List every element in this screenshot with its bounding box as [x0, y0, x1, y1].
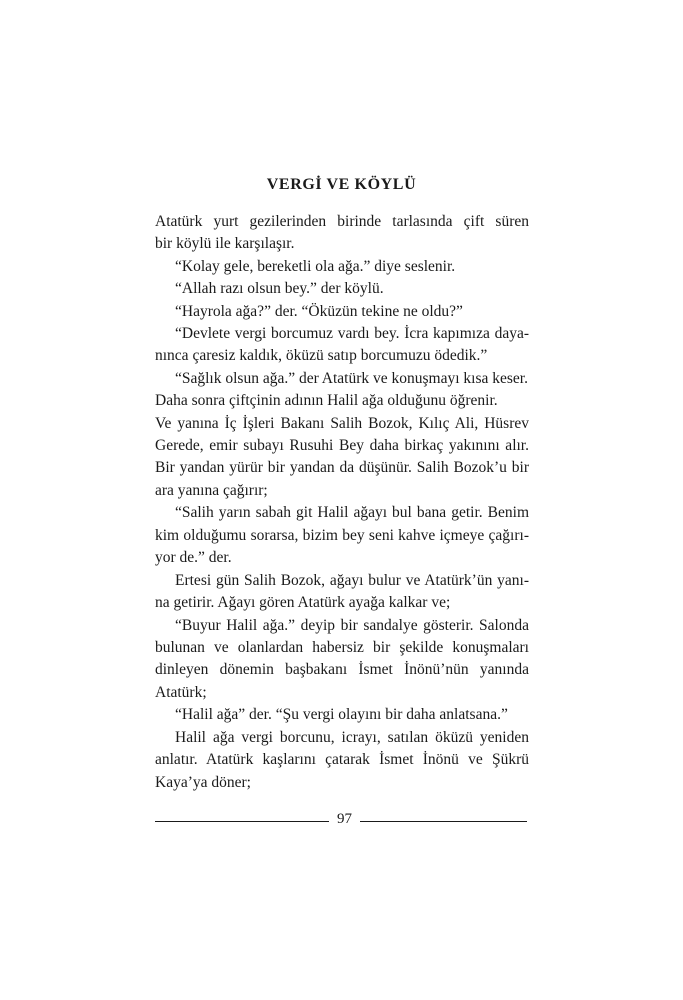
text-line: Ertesi gün Salih Bozok, ağayı bulur ve Atatürk’ün yanı- [175, 572, 529, 589]
text-line: “Sağlık olsun ağa.” der Atatürk ve konuşmayı kısa keser. [175, 370, 528, 387]
chapter-title: VERGİ VE KÖYLÜ [266, 176, 417, 193]
text-line: Atatürk yurt gezilerinden birinde tarlasında çift süren [155, 213, 529, 230]
footer-rule-right [360, 821, 527, 822]
text-line: Ve yanına İç İşleri Bakanı Salih Bozok, Kılıç Ali, Hüsrev [155, 415, 529, 432]
text-line: “Salih yarın sabah git Halil ağayı bul bana getir. Benim [175, 504, 529, 521]
footer-rule-left [155, 821, 329, 822]
text-line: bulunan ve olanlardan habersiz bir şekilde konuşmaları [155, 639, 529, 656]
text-line: “Devlete vergi borcumuz vardı bey. İcra kapımıza daya- [175, 325, 529, 342]
text-line: na getirir. Ağayı gören Atatürk ayağa kalkar ve; [155, 594, 451, 611]
text-line: Daha sonra çiftçinin adının Halil ağa olduğunu öğrenir. [155, 392, 498, 409]
text-line: “Halil ağa” der. “Şu vergi olayını bir daha anlatsana.” [175, 706, 508, 723]
text-line: ara yanına çağırır; [155, 482, 268, 499]
text-line: “Buyur Halil ağa.” deyip bir sandalye gösterir. Salonda [175, 617, 529, 634]
text-line: “Allah razı olsun bey.” der köylü. [175, 280, 384, 297]
text-line: anlatır. Atatürk kaşlarını çatarak İsmet İnönü ve Şükrü [155, 751, 529, 768]
text-line: Bir yandan yürür bir yandan da düşünür. Salih Bozok’u bir [155, 459, 529, 476]
text-line: Halil ağa vergi borcunu, icrayı, satılan öküzü yeniden [175, 729, 529, 746]
text-line: Atatürk; [155, 684, 207, 701]
text-line: bir köylü ile karşılaşır. [155, 235, 295, 252]
text-line: nınca çaresiz kaldık, öküzü satıp borcumuzu ödedik.” [155, 347, 488, 364]
text-line: “Kolay gele, bereketli ola ağa.” diye seslenir. [175, 258, 456, 275]
text-line: Kaya’ya döner; [155, 774, 251, 791]
text-line: kim olduğumu sorarsa, bizim bey seni kahve içmeye çağırı- [155, 527, 529, 544]
page-number: 97 [337, 811, 352, 827]
text-line: Gerede, emir subayı Rusuhi Bey daha birkaç yakınını alır. [155, 437, 529, 454]
text-line: yor de.” der. [155, 549, 232, 566]
text-line: dinleyen dönemin başbakanı İsmet İnönü’nün yanında [155, 661, 529, 678]
text-line: “Hayrola ağa?” der. “Öküzün tekine ne oldu?” [175, 303, 463, 320]
